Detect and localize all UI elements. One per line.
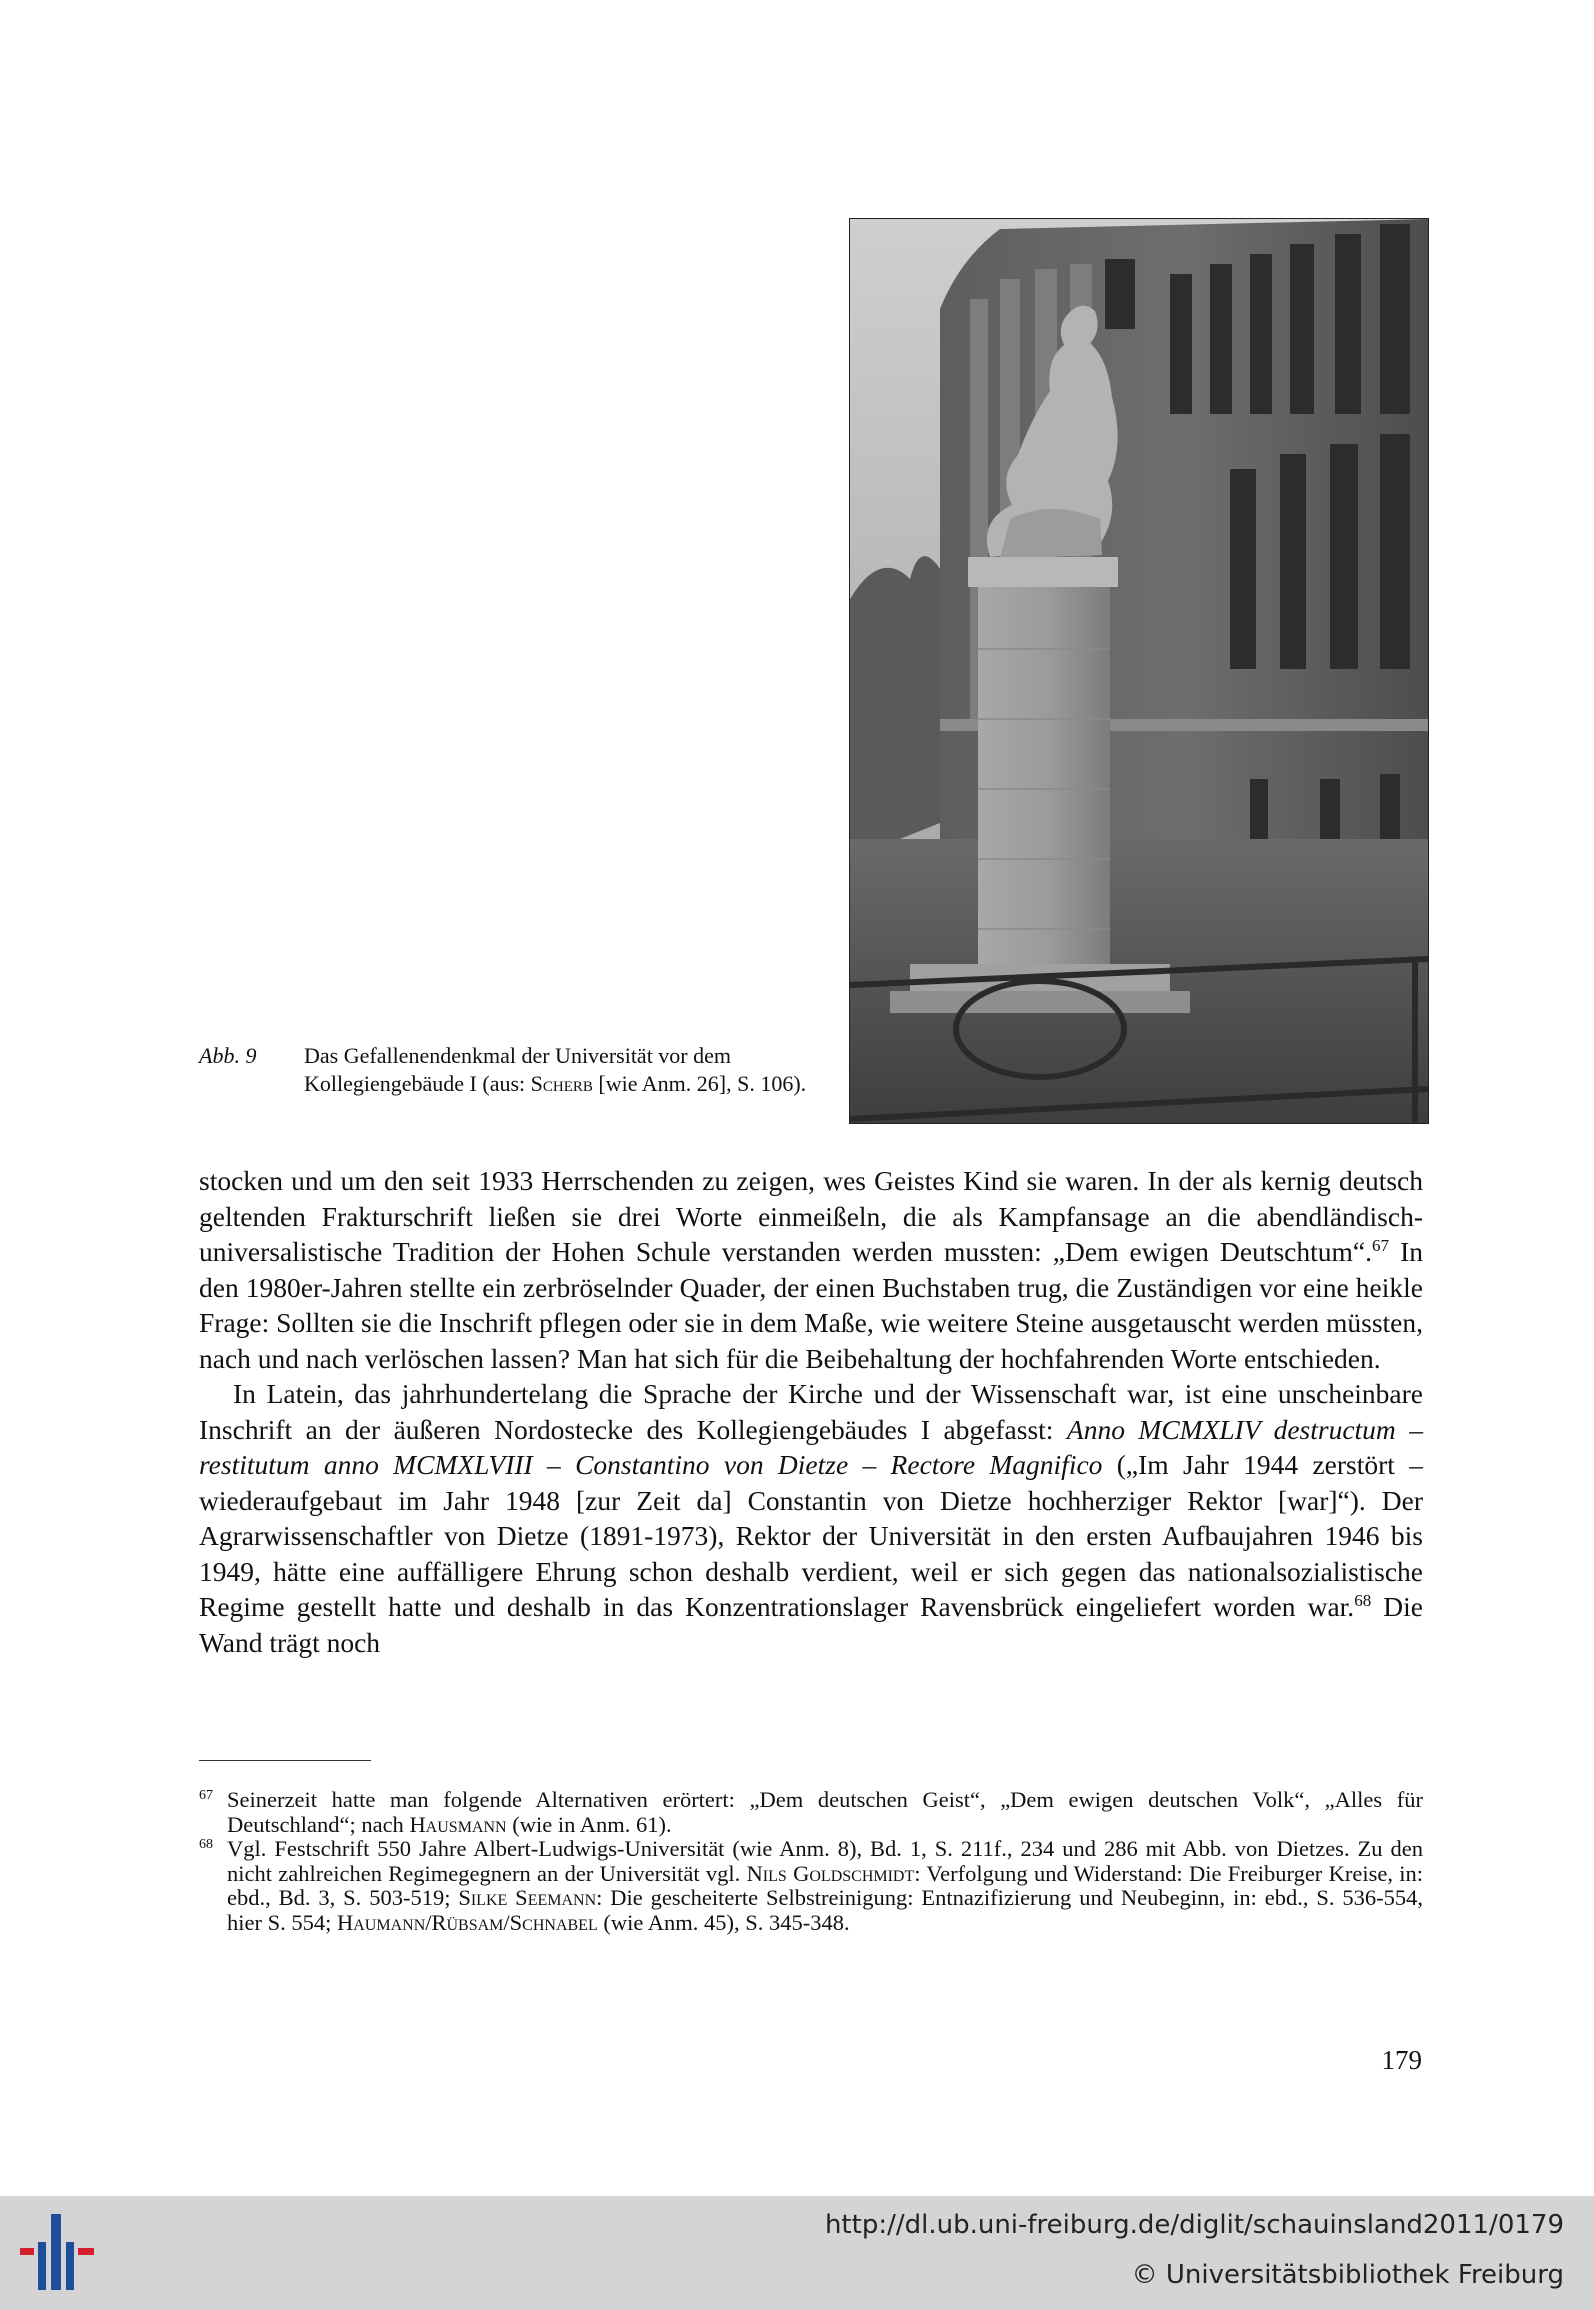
author-name: Haumann/Rübsam/Schnabel bbox=[337, 1909, 598, 1935]
author-name: Silke Seemann bbox=[458, 1885, 597, 1910]
text-run: Die Wand trägt noch bbox=[199, 1591, 1423, 1658]
author-name: Hausmann bbox=[409, 1811, 507, 1837]
figure-caption-text bbox=[304, 1042, 824, 1098]
text-run: („Im Jahr 1944 zerstört – wiederaufgebaut im Jahr 1948 [zur Zeit da] Constantin von Dietze hochherziger Rektor [war]“). Der Agrarwissenschaftler von Dietze (1891-1973), Rektor der Universität in den ersten Aufbaujahren 1946 bis 1949, hätte eine auffälligere Ehrung schon deshalb verdient, weil er sich gegen das nationalsozialistische Regime gestellt hatte und deshalb in das Konzentrationslager Ravensbrück eingeliefert worden war. bbox=[199, 1449, 1423, 1622]
memorial-photo bbox=[849, 218, 1429, 1124]
paragraph bbox=[199, 1163, 1423, 1376]
library-footer bbox=[0, 2196, 1594, 2310]
footnote-divider bbox=[199, 1760, 371, 1761]
footnote-number: 67 bbox=[199, 1788, 213, 1803]
footnote-ref: 68 bbox=[1354, 1590, 1372, 1610]
text-run: stocken und um den seit 1933 Herrschenden zu zeigen, wes Geistes Kind sie waren. In der als kernig deutsch geltenden Frakturschrift ließen sie drei Worte einmeißeln, die als Kampfansage an die abendländisch-universalistische Tradition der Hohen Schule verstanden werden mussten: „Dem ewigen Deutschtum“. bbox=[199, 1165, 1423, 1267]
author-name: Nils Goldschmidt bbox=[746, 1860, 915, 1886]
text-run: In Latein, das jahrhundertelang die Sprache der Kirche und der Wissenschaft war, ist eine unscheinbare Inschrift an der äußeren Nordostecke des Kollegiengebäudes I abgefasst: bbox=[199, 1378, 1423, 1445]
text-run: : Verfolgung und Widerstand: Die Freiburger Kreise, in: ebd., Bd. 3, S. 503-519; bbox=[227, 1860, 1424, 1910]
text-run: Vgl. Festschrift 550 Jahre Albert-Ludwigs-Universität (wie Anm. 8), Bd. 1, S. 211f., 234 und 286 mit Abb. von Dietzes. Zu den nicht zahlreichen Regimegegnern an der Universität vgl. bbox=[227, 1836, 1423, 1886]
caption-part: Das Gefallenendenkmal der Universität vor dem Kollegiengebäude I (aus: bbox=[304, 1043, 732, 1096]
caption-author: Scherb bbox=[530, 1071, 593, 1096]
footnote-ref: 67 bbox=[1371, 1235, 1390, 1255]
footnotes bbox=[199, 1788, 1423, 1935]
text-run: (wie Anm. 45), S. 345-348. bbox=[597, 1909, 850, 1935]
footnote-number: 68 bbox=[199, 1837, 213, 1852]
permalink[interactable]: http://dl.ub.uni-freiburg.de/diglit/schauinsland2011/0179 bbox=[824, 2210, 1564, 2240]
text-run: (wie in Anm. 61). bbox=[506, 1811, 672, 1837]
memorial-photo-drawing bbox=[850, 219, 1428, 1123]
ub-freiburg-logo-icon bbox=[18, 2212, 98, 2292]
text-run: : Die gescheiterte Selbstreinigung: Entnazifizierung und Neubeginn, in: ebd., S. 536-554, hier S. 554; bbox=[227, 1885, 1423, 1935]
text-run: Seinerzeit hatte man folgende Alternativen erörtert: „Dem deutschen Geist“, „Dem ewigen deutschen Volk“, „Alles für Deutschland“; nach bbox=[227, 1787, 1423, 1837]
footnote-68 bbox=[199, 1837, 1423, 1935]
caption-part: [wie Anm. 26], S. 106). bbox=[592, 1071, 807, 1096]
page-number: 179 bbox=[1381, 2045, 1422, 2075]
paragraph bbox=[199, 1376, 1423, 1660]
figure-label: Abb. 9 bbox=[199, 1043, 257, 1068]
body-text bbox=[199, 1163, 1423, 1660]
latin-inscription: Anno MCMXLIV destructum – restitutum anno MCMXLVIII – Constantino von Dietze – Rectore Magnifico bbox=[199, 1413, 1423, 1480]
footnote-67 bbox=[199, 1788, 1423, 1837]
copyright-notice: © Universitätsbibliothek Freiburg bbox=[1131, 2260, 1564, 2290]
text-run: In den 1980er-Jahren stellte ein zerbröselnder Quader, der einen Buchstaben trug, die Zuständigen vor eine heikle Frage: Sollten sie die Inschrift pflegen oder sie in dem Maße, wie weitere Steine ausgetauscht werden müssten, nach und nach verlöschen lassen? Man hat sich für die Beibehaltung der hochfahrenden Worte entschieden. bbox=[199, 1236, 1423, 1374]
